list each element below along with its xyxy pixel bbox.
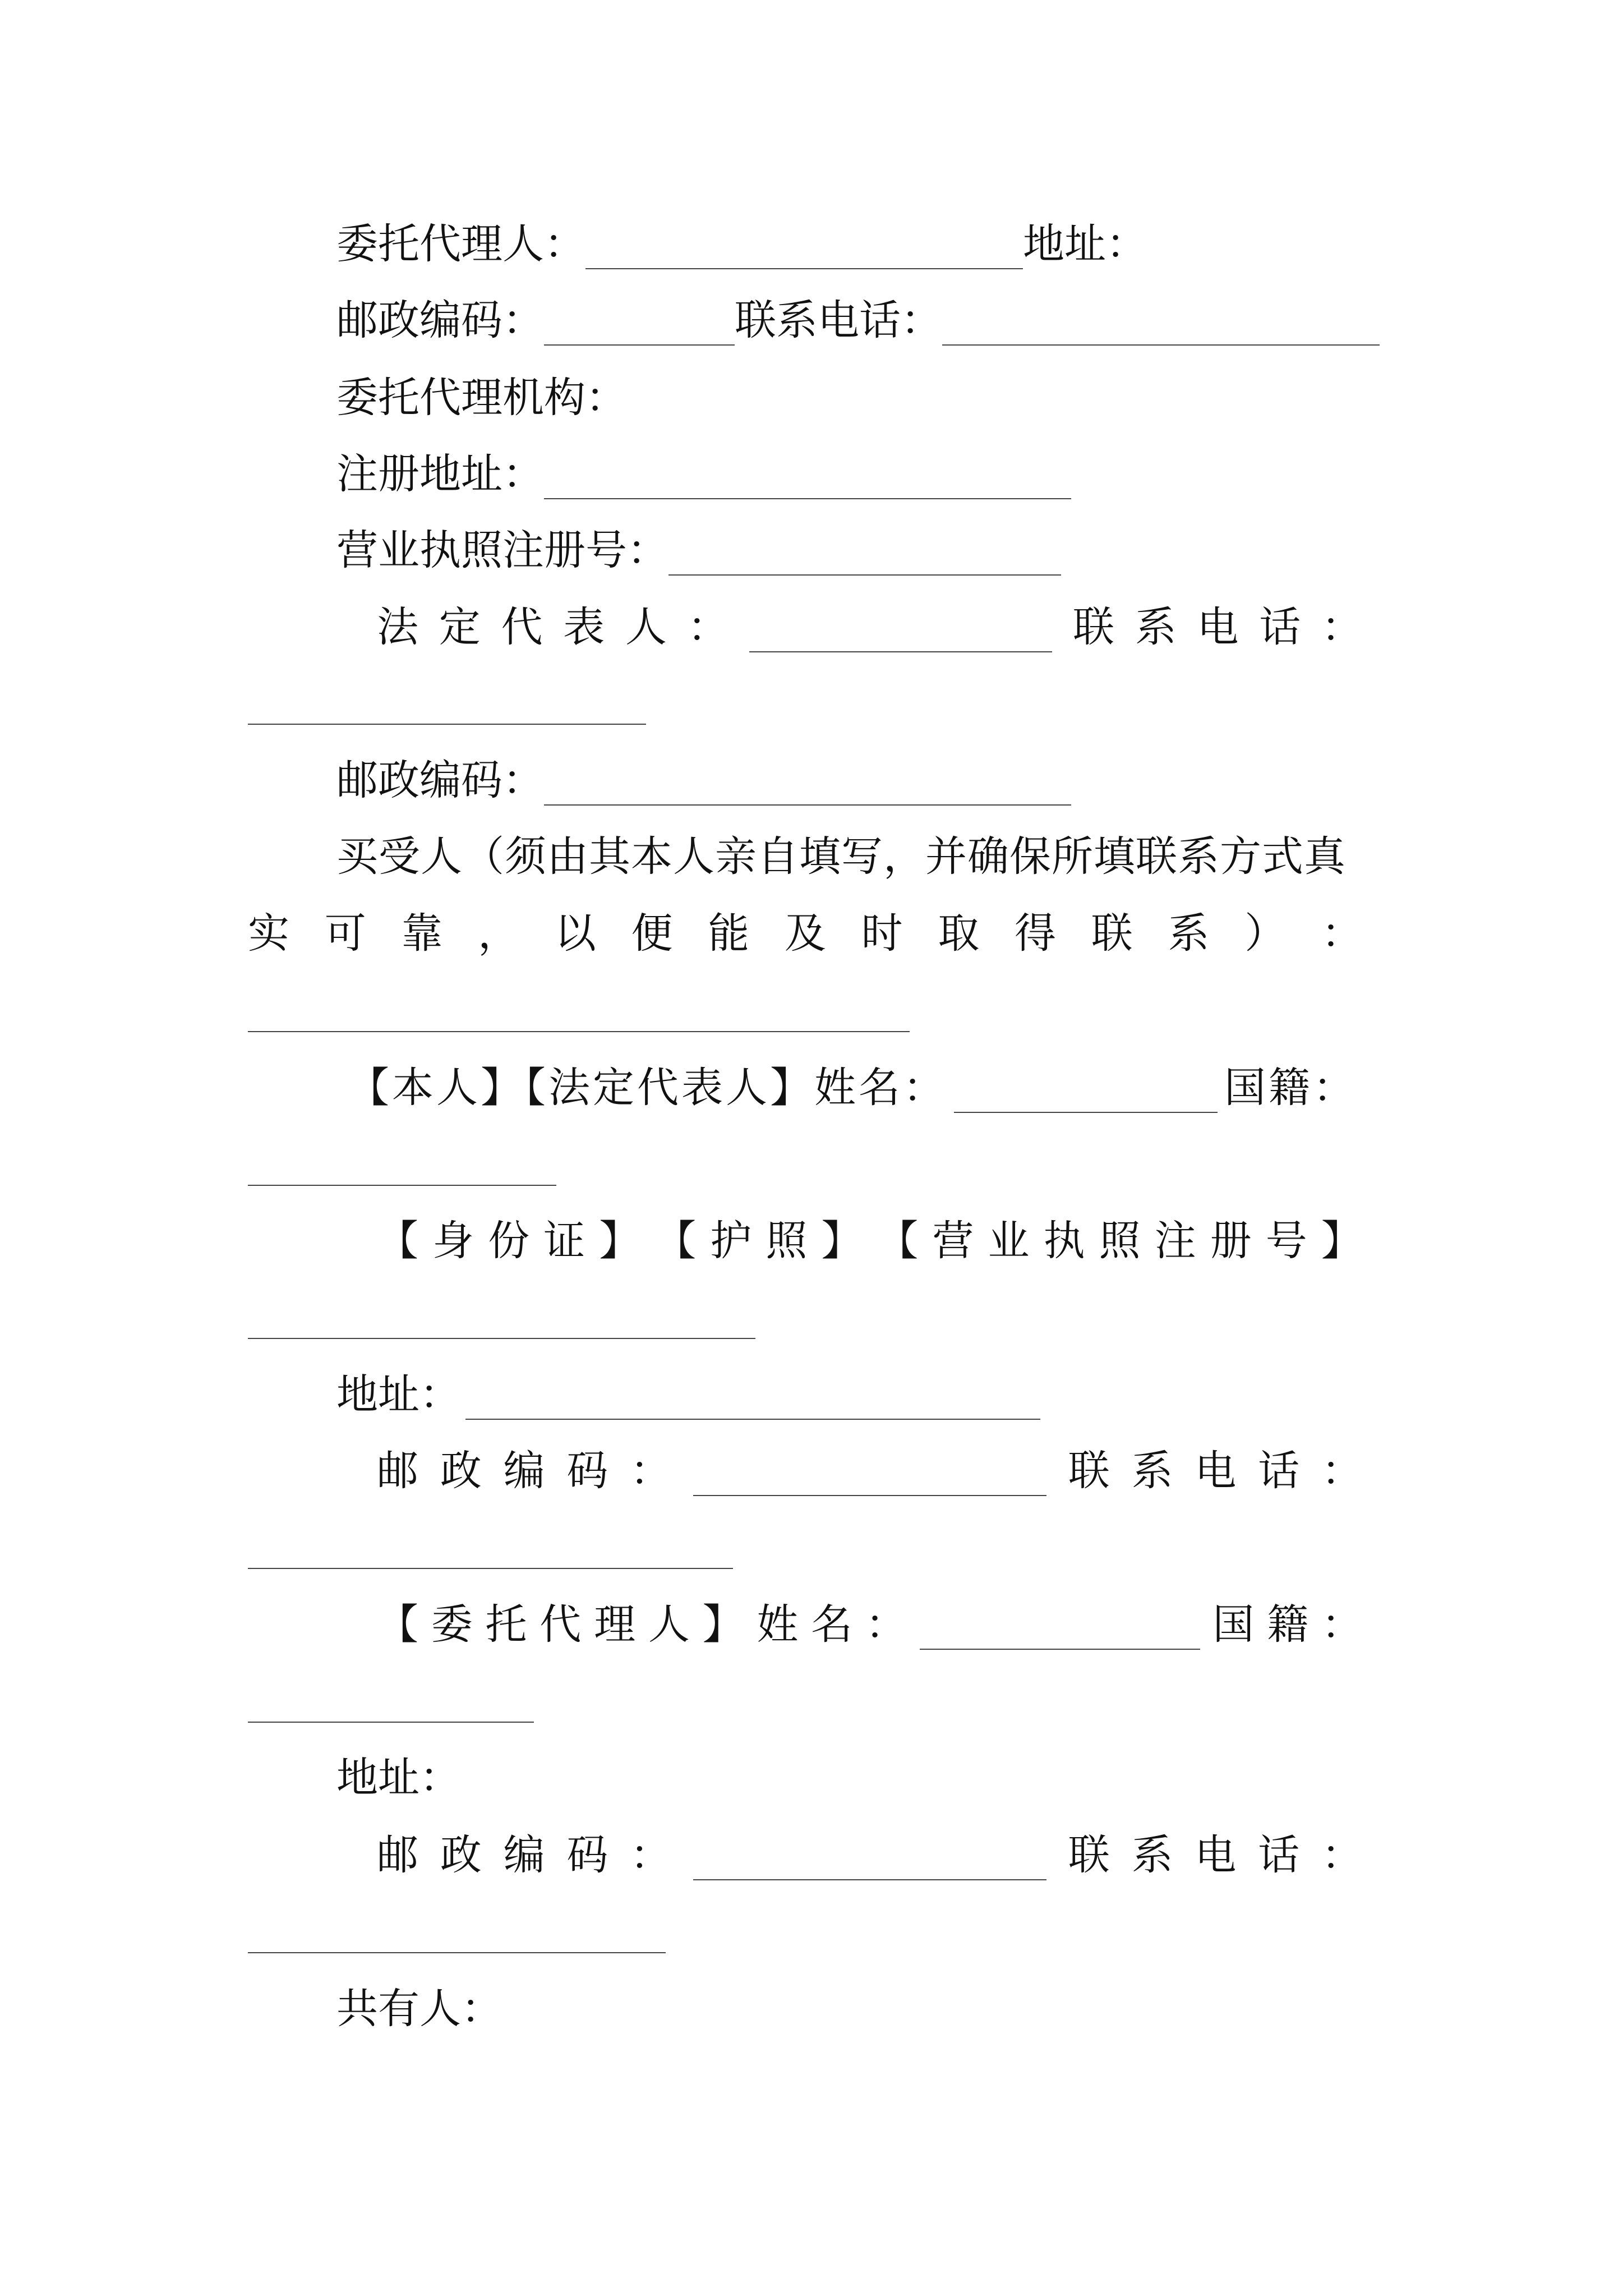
postcode4-row	[377, 1830, 1363, 1880]
buyer-line-1	[336, 831, 1346, 882]
license-label: 营业执照注册号：	[336, 526, 668, 574]
agent2-char: 名	[811, 1600, 853, 1649]
agent2-char: 托	[485, 1600, 527, 1649]
reg-address-blank[interactable]	[544, 459, 1071, 499]
postcode2-label: 邮政编码：	[336, 756, 544, 804]
postcode4-blank[interactable]	[693, 1840, 1046, 1880]
id-char: 册	[1210, 1217, 1252, 1265]
buyer-char: 联	[1091, 909, 1133, 958]
agent2-row	[377, 1599, 1363, 1650]
license-blank[interactable]	[668, 535, 1061, 576]
phone3-char: 电	[1195, 1447, 1237, 1495]
legal-rep-char: 定	[439, 603, 481, 651]
postcode3-char: 编	[503, 1447, 545, 1495]
phone4-blank[interactable]	[248, 1952, 666, 1953]
agent2-char: 国	[1212, 1600, 1255, 1649]
legal-rep-char: 表	[563, 603, 605, 651]
legal-rep-char: 人	[625, 603, 667, 651]
buyer-char: 便	[631, 909, 673, 958]
agent-address-label: 地址：	[336, 1754, 461, 1802]
phone3-char: 联	[1068, 1447, 1110, 1495]
id-char: 份	[488, 1217, 530, 1265]
agent2-char: ：	[1321, 1600, 1363, 1649]
agent2-char: 人	[648, 1600, 690, 1649]
id-char: 】	[1321, 1217, 1363, 1265]
id-char: 号	[1265, 1217, 1307, 1265]
address-label: 地址：	[1023, 220, 1147, 268]
buyer-char: ）	[1244, 909, 1287, 958]
buyer-line-2	[248, 908, 1363, 959]
buyer-line-1-text: 买受人（须由其本人亲自填写，并确保所填联系方式真	[336, 832, 1346, 881]
id-char: 业	[988, 1217, 1030, 1265]
id-char: 【	[877, 1217, 919, 1265]
buyer-address-blank[interactable]	[465, 1379, 1040, 1420]
phone4-char: 电	[1195, 1831, 1237, 1879]
id-blank[interactable]	[248, 1338, 755, 1339]
agent2-char: ：	[865, 1600, 907, 1649]
phone-char: 系	[1135, 603, 1177, 651]
id-char: 【	[654, 1217, 697, 1265]
co-owner-row	[336, 1984, 502, 2034]
postcode3-row	[377, 1446, 1363, 1496]
buyer-char: ，	[478, 909, 520, 958]
postcode4-char: 码	[566, 1831, 608, 1879]
legal-rep-blank[interactable]	[749, 612, 1052, 652]
phone4-char: 联	[1068, 1831, 1110, 1879]
phone4-char: 话	[1258, 1831, 1300, 1879]
id-char: 证	[543, 1217, 585, 1265]
postcode4-char: 政	[440, 1831, 482, 1879]
legal-rep-char: ：	[687, 603, 729, 651]
postcode3-char: 码	[566, 1447, 608, 1495]
postcode4-char: 邮	[377, 1831, 418, 1879]
legal-rep-char: 法	[377, 603, 418, 651]
buyer-address-row	[336, 1369, 1040, 1420]
agent2-char: 委	[431, 1600, 473, 1649]
postcode4-char: ：	[630, 1831, 672, 1879]
phone-blank[interactable]	[942, 305, 1380, 346]
agent2-name-blank[interactable]	[920, 1609, 1200, 1650]
postcode3-char: ：	[630, 1447, 672, 1495]
self-row	[348, 1062, 1357, 1113]
buyer-char: 及	[784, 909, 826, 958]
nationality-label: 国籍：	[1224, 1064, 1357, 1112]
postcode-row	[336, 295, 1380, 346]
nationality-blank[interactable]	[248, 1185, 556, 1186]
phone4-char: ：	[1321, 1831, 1363, 1879]
id-char: 】	[599, 1217, 641, 1265]
reg-address-row	[336, 449, 1071, 499]
agent2-char: 籍	[1267, 1600, 1309, 1649]
phone3-char: 话	[1258, 1447, 1300, 1495]
self-label: 【本人】【法定代表人】姓名：	[348, 1064, 947, 1112]
agent2-char: 】	[702, 1600, 744, 1649]
agent2-char: 代	[540, 1600, 582, 1649]
legal-rep-phone-blank[interactable]	[248, 724, 646, 725]
buyer-char: 可	[324, 909, 366, 958]
id-char: 身	[432, 1217, 474, 1265]
agency-row	[336, 372, 627, 423]
buyer-char: ：	[1321, 909, 1363, 958]
agency-label: 委托代理机构：	[336, 374, 627, 422]
phone3-char: ：	[1321, 1447, 1363, 1495]
agent2-char: 姓	[757, 1600, 799, 1649]
postcode2-blank[interactable]	[544, 765, 1071, 806]
id-row	[377, 1216, 1363, 1266]
buyer-char: 取	[938, 909, 980, 958]
legal-rep-row	[377, 602, 1363, 652]
postcode-blank[interactable]	[544, 305, 735, 346]
id-char: 】	[821, 1217, 863, 1265]
agent-address-row	[336, 1752, 461, 1803]
agent2-char: 【	[377, 1600, 418, 1649]
phone-char: 电	[1197, 603, 1239, 651]
postcode4-char: 编	[503, 1831, 545, 1879]
id-char: 照	[1099, 1217, 1141, 1265]
postcode-label: 邮政编码：	[336, 296, 544, 344]
phone-char: 话	[1259, 603, 1301, 651]
phone-label: 联系电话：	[735, 296, 942, 344]
buyer-char: 系	[1168, 909, 1210, 958]
name-blank[interactable]	[954, 1073, 1218, 1113]
postcode3-blank[interactable]	[693, 1456, 1046, 1496]
phone-char: 联	[1073, 603, 1115, 651]
agent-row	[336, 219, 1147, 269]
buyer-char: 实	[248, 909, 289, 958]
buyer-char: 以	[554, 909, 596, 958]
agent-label: 委托代理人：	[336, 220, 585, 268]
id-char: 【	[377, 1217, 418, 1265]
id-char: 营	[932, 1217, 974, 1265]
buyer-address-label: 地址：	[336, 1370, 461, 1419]
id-char: 执	[1043, 1217, 1085, 1265]
id-char: 护	[710, 1217, 752, 1265]
buyer-char: 靠	[401, 909, 443, 958]
phone-char: ：	[1321, 603, 1363, 651]
buyer-char: 得	[1015, 909, 1057, 958]
buyer-blank[interactable]	[248, 1031, 910, 1032]
reg-address-label: 注册地址：	[336, 450, 544, 498]
phone3-blank[interactable]	[248, 1568, 733, 1569]
postcode2-row	[336, 755, 1071, 806]
phone4-char: 系	[1131, 1831, 1173, 1879]
co-owner-label: 共有人：	[336, 1985, 502, 2033]
buyer-char: 时	[861, 909, 903, 958]
phone3-char: 系	[1131, 1447, 1173, 1495]
buyer-char: 能	[708, 909, 750, 958]
agent2-char: 理	[594, 1600, 636, 1649]
id-char: 注	[1154, 1217, 1196, 1265]
postcode3-char: 政	[440, 1447, 482, 1495]
legal-rep-char: 代	[501, 603, 543, 651]
license-row	[336, 525, 1061, 576]
postcode3-char: 邮	[377, 1447, 418, 1495]
agent-blank[interactable]	[585, 229, 1023, 269]
agent2-nationality-blank[interactable]	[248, 1722, 534, 1723]
id-char: 照	[766, 1217, 808, 1265]
